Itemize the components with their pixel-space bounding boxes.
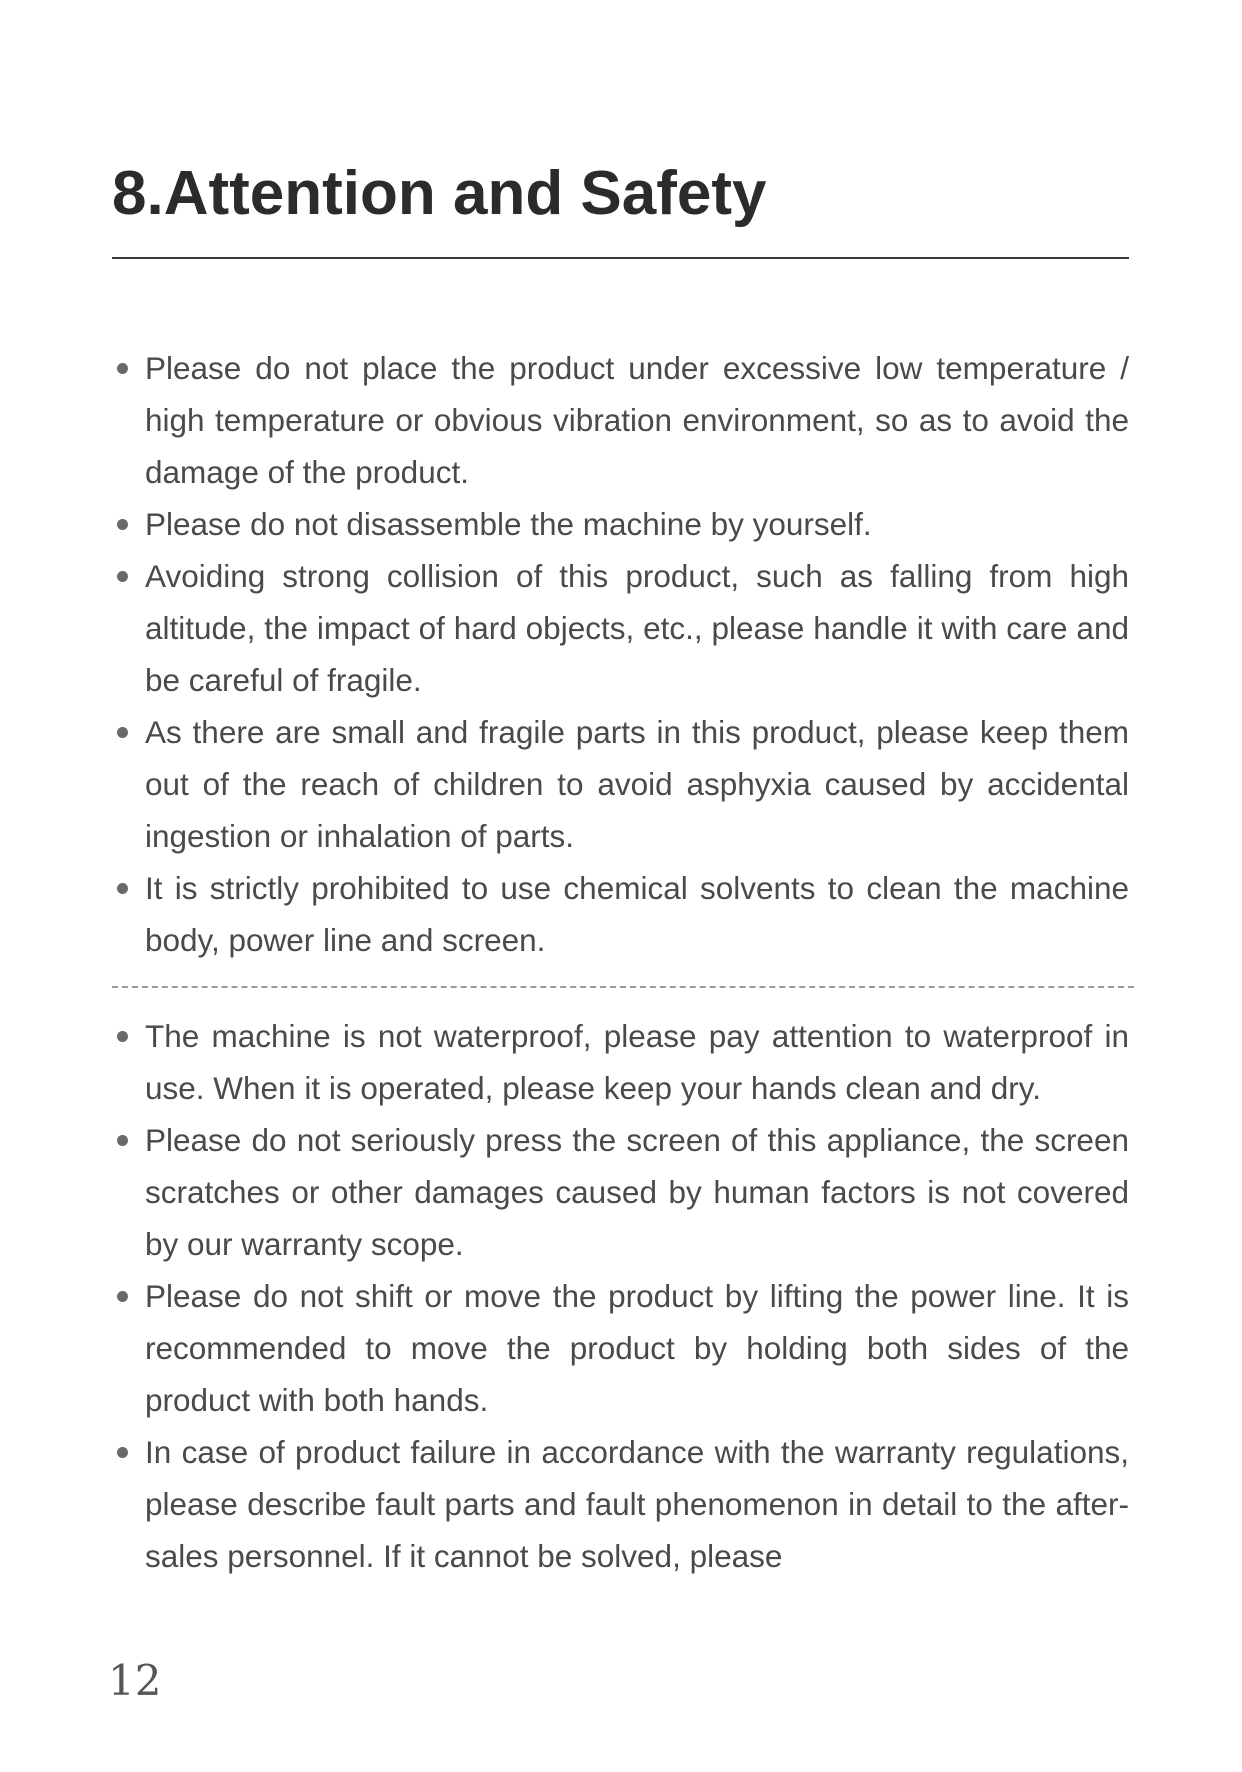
list-item-text: Avoiding strong collision of this product, such as falling from high altitude, the impact of hard objects, etc., please handle it with care and be careful of fragile. (145, 558, 1129, 698)
list-item-text: The machine is not waterproof, please pay attention to waterproof in use. When it is operated, please keep your hands clean and dry. (145, 1018, 1129, 1106)
list-item (112, 498, 1129, 550)
list-item-text: As there are small and fragile parts in this product, please keep them out of the reach of children to avoid asphyxia caused by accidental ingestion or inhalation of parts. (145, 714, 1129, 854)
list-item-text: In case of product failure in accordance with the warranty regulations, please describe fault parts and fault phenomenon in detail to the after-sales personnel. If it cannot be solved, please (145, 1434, 1129, 1574)
bullet-icon (117, 571, 128, 582)
list-item (112, 1010, 1129, 1114)
safety-list-primary (112, 342, 1129, 966)
bullet-icon (117, 883, 128, 894)
list-item (112, 1114, 1129, 1270)
list-item (112, 1270, 1129, 1426)
bullet-icon (117, 1291, 128, 1302)
bullet-icon (117, 1447, 128, 1458)
list-item (112, 550, 1129, 706)
list-item-text: It is strictly prohibited to use chemical solvents to clean the machine body, power line and screen. (145, 870, 1129, 958)
bullet-icon (117, 727, 128, 738)
bullet-icon (117, 363, 128, 374)
list-item-text: Please do not seriously press the screen of this appliance, the screen scratches or other damages caused by human factors is not covered by our warranty scope. (145, 1122, 1129, 1262)
list-item (112, 342, 1129, 498)
page-title: 8.Attention and Safety (112, 159, 767, 228)
list-item-text: Please do not disassemble the machine by yourself. (145, 506, 872, 542)
bullet-icon (117, 1135, 128, 1146)
list-item-text: Please do not place the product under excessive low temperature / high temperature or obvious vibration environment, so as to avoid the damage of the product. (145, 350, 1129, 490)
title-divider (112, 257, 1129, 259)
section-divider (112, 986, 1134, 988)
bullet-icon (117, 1031, 128, 1042)
safety-list-secondary (112, 1010, 1129, 1582)
list-item-text: Please do not shift or move the product by lifting the power line. It is recommended to move the product by holding both sides of the product with both hands. (145, 1278, 1129, 1418)
page-number: 12 (108, 1656, 162, 1705)
list-item (112, 706, 1129, 862)
bullet-icon (117, 519, 128, 530)
list-item (112, 1426, 1129, 1582)
list-item (112, 862, 1129, 966)
